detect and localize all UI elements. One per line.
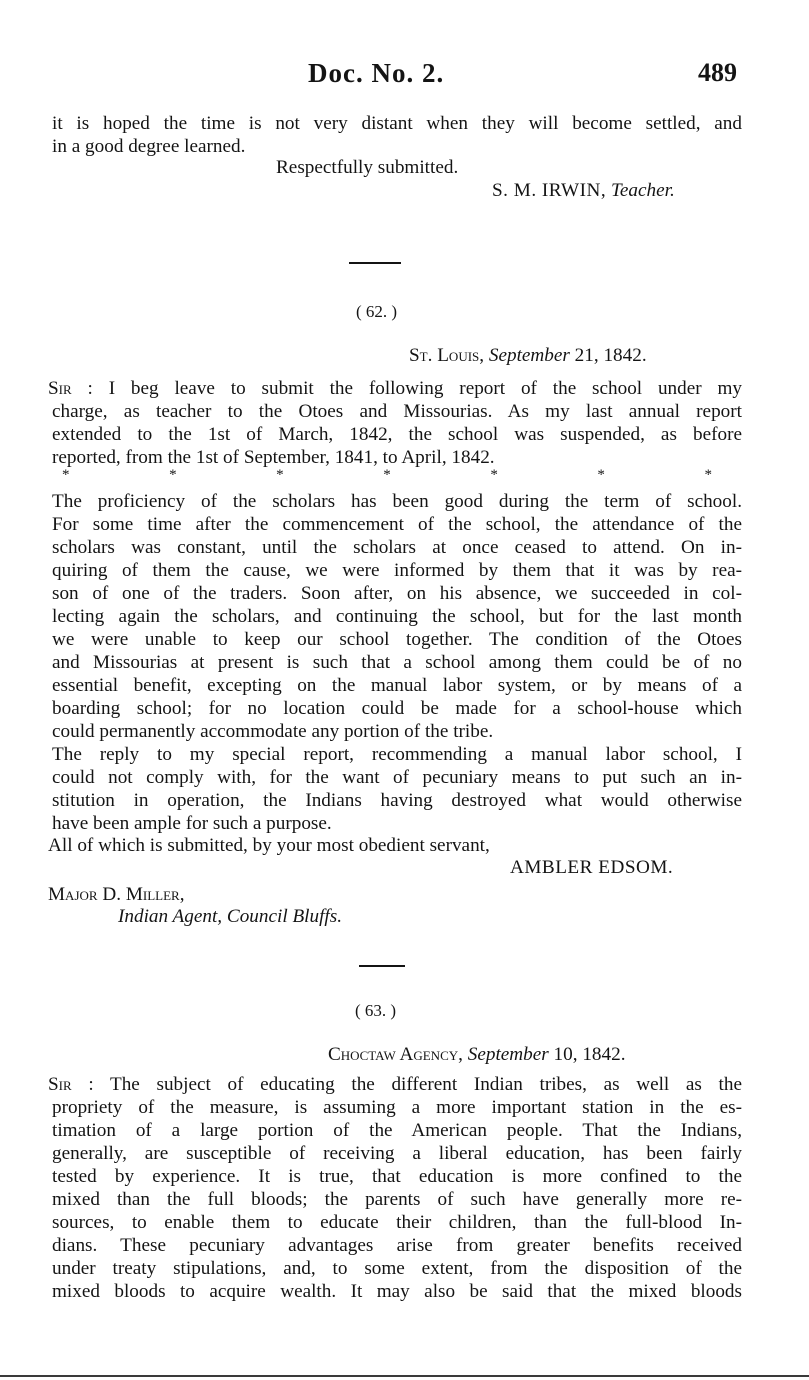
doc62-para3-line-4: have been ample for such a purpose. (52, 813, 332, 834)
continuation-signature-name: S. M. IRWIN, (492, 180, 607, 201)
doc62-para2-line-2: For some time after the commencement of the school, the attendance of the (52, 514, 742, 535)
doc63-date-rest: 10, 1842. (553, 1044, 626, 1065)
doc62-para2-line-9: essential benefit, excepting on the manual labor system, or by means of a (52, 675, 742, 696)
star-4: * (383, 467, 391, 483)
star-3: * (276, 467, 284, 483)
doc62-place: St. Louis, (409, 345, 485, 366)
doc62-para2-line-10: boarding school; for no location could be made for a school-house which (52, 698, 742, 719)
doc62-signature: AMBLER EDSOM. (510, 857, 674, 878)
doc63-dateline (328, 1044, 625, 1066)
doc62-para2-line-11: could permanently accommodate any portion of the tribe. (52, 721, 494, 742)
doc62-para2-line-3: scholars was constant, until the scholars at once ceased to attend. On in- (52, 537, 742, 558)
doc62-para1-text-1: I beg leave to submit the following report of the school under my (108, 378, 743, 399)
doc63-line-6: mixed than the full bloods; the parents of such have generally more re- (52, 1189, 742, 1210)
star-6: * (597, 467, 605, 483)
doc63-line-10: mixed bloods to acquire wealth. It may also be said that the mixed bloods (52, 1281, 742, 1302)
doc62-salutation: Sir : (48, 378, 93, 399)
page-number: 489 (698, 58, 737, 87)
doc63-line-5: tested by experience. It is true, that education is more confined to the (52, 1166, 742, 1187)
doc62-dateline (409, 345, 647, 367)
continuation-signature-role: Teacher. (611, 180, 675, 201)
document-header-title: Doc. No. 2. (308, 58, 445, 88)
doc62-para3-line-3: stitution in operation, the Indians having destroyed what would otherwise (52, 790, 742, 811)
doc63-place: Choctaw Agency, (328, 1044, 463, 1065)
continuation-signature (492, 180, 675, 202)
doc62-para2-line-1: The proficiency of the scholars has been good during the term of school. (52, 491, 742, 512)
doc62-para1-line-2: charge, as teacher to the Otoes and Missourias. As my last annual report (52, 401, 742, 422)
doc63-line-1 (48, 1073, 742, 1096)
page-bottom-edge (0, 1375, 809, 1377)
doc62-para1-line-1 (48, 377, 742, 400)
doc62-closing: All of which is submitted, by your most obedient servant, (48, 835, 490, 856)
doc62-para2-line-4: quiring of them the cause, we were informed by them that it was by rea- (52, 560, 742, 581)
doc62-addressee-title: Indian Agent, Council Bluffs. (118, 906, 343, 927)
doc62-para2-line-8: and Missourias at present is such that a school among them could be of no (52, 652, 742, 673)
doc63-line-7: sources, to enable them to educate their children, than the full-blood In- (52, 1212, 742, 1233)
doc63-text-1: The subject of educating the different Indian tribes, as well as the (109, 1074, 742, 1095)
doc62-date-rest: 21, 1842. (574, 345, 647, 366)
doc62-para2-line-7: we were unable to keep our school together. The condition of the Otoes (52, 629, 742, 650)
doc62-para2-line-5: son of one of the traders. Soon after, on his absence, we succeeded in col- (52, 583, 742, 604)
doc63-number: ( 63. ) (355, 1001, 397, 1020)
doc62-para1-line-4: reported, from the 1st of September, 1841, to April, 1842. (52, 447, 495, 468)
doc62-para2-line-6: lecting again the scholars, and continuing the school, but for the last month (52, 606, 742, 627)
continuation-closing: Respectfully submitted. (276, 157, 459, 178)
doc63-line-9: under treaty stipulations, and, to some extent, from the disposition of the (52, 1258, 742, 1279)
section-divider (349, 262, 401, 264)
doc62-number: ( 62. ) (356, 302, 398, 321)
section-divider-2 (359, 965, 405, 967)
continuation-line-2: in a good degree learned. (52, 136, 246, 157)
doc63-line-2: propriety of the measure, is assuming a more important station in the es- (52, 1097, 742, 1118)
continuation-line-1: it is hoped the time is not very distant when they will become settled, and (52, 113, 742, 134)
doc63-line-3: timation of a large portion of the American people. That the Indians, (52, 1120, 742, 1141)
star-2: * (169, 467, 177, 483)
doc63-date-month: September (467, 1044, 549, 1065)
doc62-addressee-name: Major D. Miller, (48, 884, 185, 905)
doc63-line-8: dians. These pecuniary advantages arise from greater benefits received (52, 1235, 742, 1256)
star-7: * (704, 467, 712, 483)
doc62-para3-line-2: could not comply with, for the want of pecuniary means to put such an in- (52, 767, 742, 788)
doc62-date-month: September (488, 345, 570, 366)
star-5: * (490, 467, 498, 483)
doc63-salutation: Sir : (48, 1074, 94, 1095)
doc62-para3-line-1: The reply to my special report, recommending a manual labor school, I (52, 744, 742, 765)
doc63-line-4: generally, are susceptible of receiving a liberal education, has been fairly (52, 1143, 742, 1164)
star-1: * (62, 467, 70, 483)
doc62-para1-line-3: extended to the 1st of March, 1842, the school was suspended, as before (52, 424, 742, 445)
ellipsis-stars (62, 468, 712, 483)
